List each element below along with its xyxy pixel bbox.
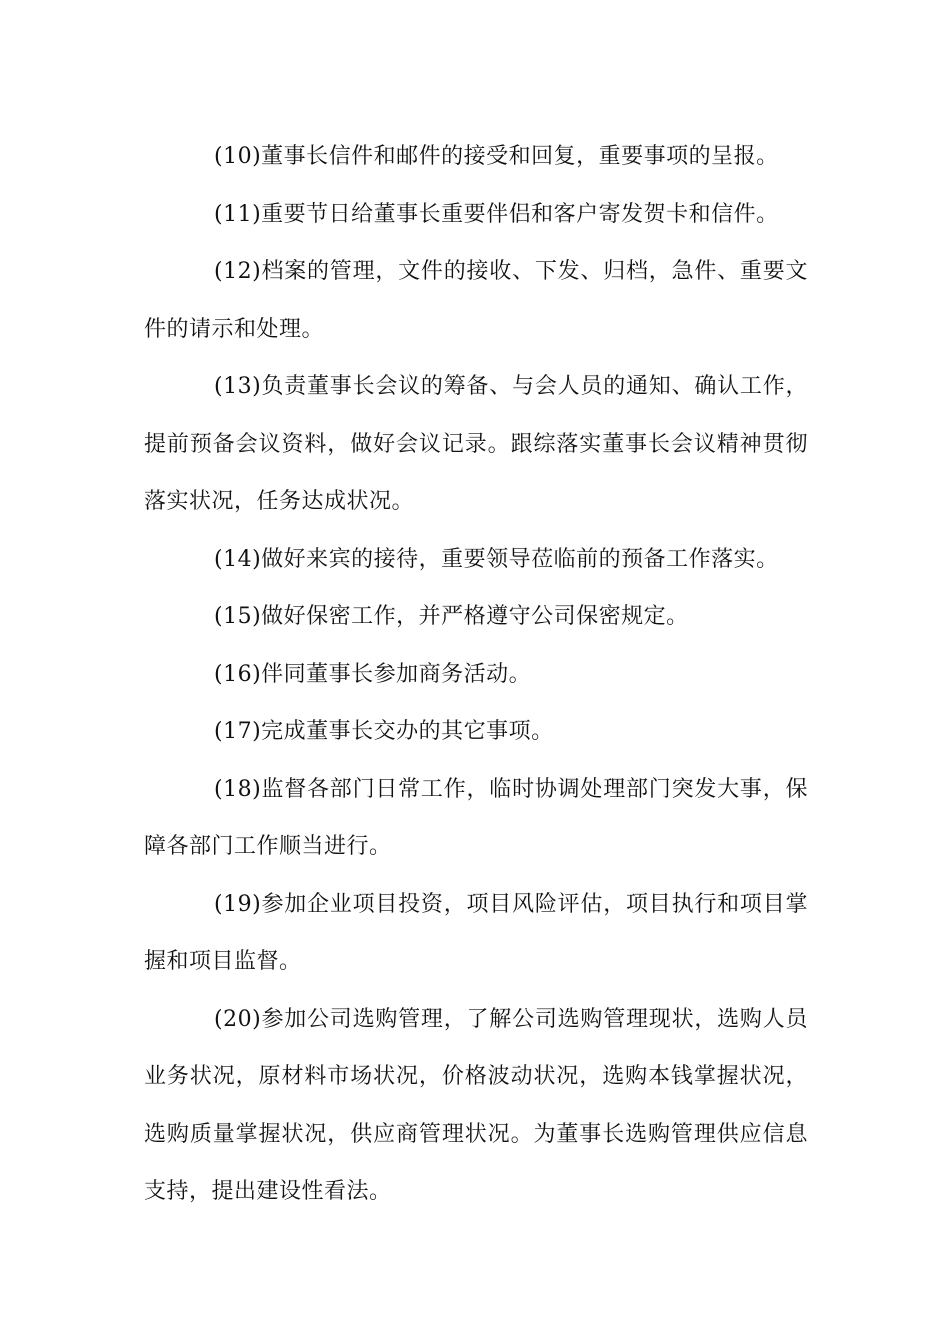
paragraph-11: (11)重要节日给董事长重要伴侣和客户寄发贺卡和信件。 bbox=[214, 201, 779, 227]
paragraph-19: (19)参加企业项目投资，项目风险评估，项目执行和项目掌握和项目监督。 bbox=[144, 891, 808, 974]
paragraph-13: (13)负责董事长会议的筹备、与会人员的通知、确认工作，提前预备会议资料，做好会议记录。跟综落实董事长会议精神贯彻落实状况，任务达成状况。 bbox=[144, 374, 808, 514]
paragraph-10: (10)董事长信件和邮件的接受和回复，重要事项的呈报。 bbox=[214, 144, 779, 169]
paragraph-14: (14)做好来宾的接待，重要领导莅临前的预备工作落实。 bbox=[214, 546, 779, 572]
paragraph-12: (12)档案的管理，文件的接收、下发、归档，急件、重要文件的请示和处理。 bbox=[144, 259, 808, 342]
paragraph-20: (20)参加公司选购管理，了解公司选购管理现状，选购人员业务状况，原材料市场状况，价格波动状况，选购本钱掌握状况，选购质量掌握状况，供应商管理状况。为董事长选购管理供应信息支持，提出建设性看法。 bbox=[144, 1006, 808, 1204]
paragraph-18: (18)监督各部门日常工作，临时协调处理部门突发大事，保障各部门工作顺当进行。 bbox=[144, 776, 808, 859]
document-body bbox=[144, 128, 808, 1221]
paragraph-15: (15)做好保密工作，并严格遵守公司保密规定。 bbox=[214, 604, 689, 629]
paragraph-17: (17)完成董事长交办的其它事项。 bbox=[214, 719, 554, 744]
paragraph-16: (16)伴同董事长参加商务活动。 bbox=[214, 661, 532, 687]
